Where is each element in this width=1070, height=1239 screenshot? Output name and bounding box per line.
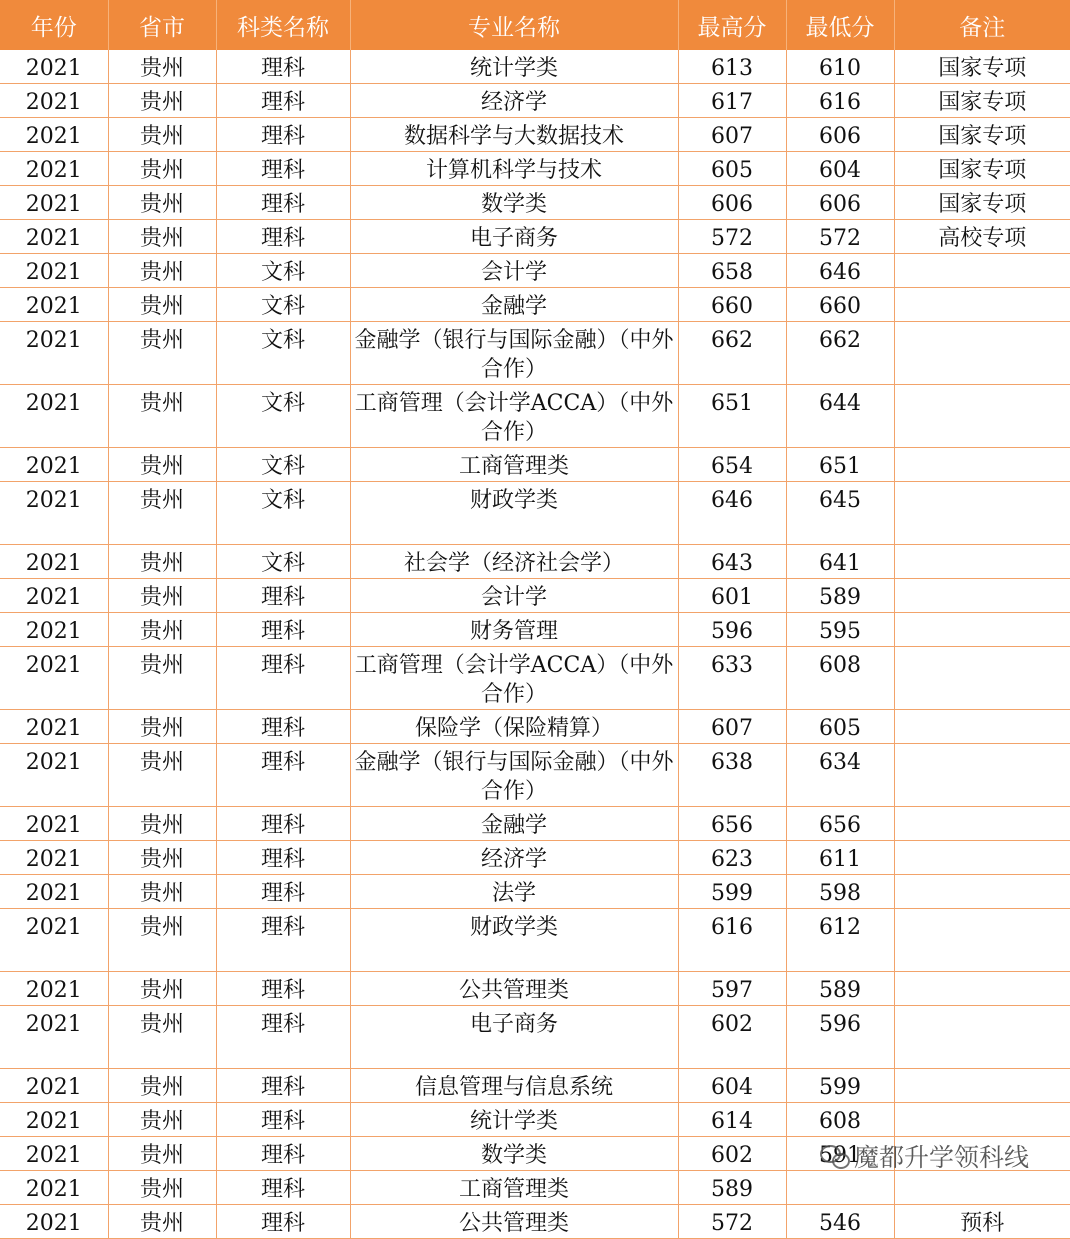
cell-year: 2021 [0, 875, 108, 909]
cell-min-score [786, 1171, 894, 1205]
cell-major: 工商管理类 [350, 448, 678, 482]
cell-province: 贵州 [108, 972, 216, 1006]
cell-max-score: 601 [678, 579, 786, 613]
cell-province: 贵州 [108, 1137, 216, 1171]
table-header [0, 0, 1070, 50]
cell-year: 2021 [0, 1137, 108, 1171]
cell-province: 贵州 [108, 841, 216, 875]
cell-max-score: 638 [678, 744, 786, 807]
table-row [0, 254, 1070, 288]
cell-category: 文科 [216, 482, 350, 545]
cell-major: 会计学 [350, 579, 678, 613]
cell-major: 法学 [350, 875, 678, 909]
table-row [0, 807, 1070, 841]
table-row [0, 579, 1070, 613]
cell-max-score: 662 [678, 322, 786, 385]
header-year: 年份 [0, 0, 108, 50]
cell-note [894, 875, 1070, 909]
cell-year: 2021 [0, 152, 108, 186]
cell-year: 2021 [0, 482, 108, 545]
cell-major: 计算机科学与技术 [350, 152, 678, 186]
table-row [0, 84, 1070, 118]
cell-major: 金融学 [350, 807, 678, 841]
cell-note [894, 254, 1070, 288]
cell-category: 理科 [216, 220, 350, 254]
cell-year: 2021 [0, 1103, 108, 1137]
cell-major: 公共管理类 [350, 972, 678, 1006]
cell-max-score: 606 [678, 186, 786, 220]
cell-max-score: 660 [678, 288, 786, 322]
table-row [0, 744, 1070, 807]
cell-category: 文科 [216, 254, 350, 288]
cell-max-score: 607 [678, 710, 786, 744]
table-row [0, 1171, 1070, 1205]
cell-major: 金融学 [350, 288, 678, 322]
table-body [0, 50, 1070, 1239]
header-major: 专业名称 [350, 0, 678, 50]
cell-province: 贵州 [108, 322, 216, 385]
cell-max-score: 654 [678, 448, 786, 482]
cell-category: 理科 [216, 807, 350, 841]
watermark-text: 魔都升学领科线 [854, 1143, 1030, 1172]
cell-year: 2021 [0, 1205, 108, 1239]
table-row [0, 710, 1070, 744]
cell-year: 2021 [0, 647, 108, 710]
cell-major: 数学类 [350, 1137, 678, 1171]
cell-note: 预科 [894, 1205, 1070, 1239]
cell-max-score: 651 [678, 385, 786, 448]
cell-max-score: 658 [678, 254, 786, 288]
cell-min-score: 608 [786, 1103, 894, 1137]
cell-max-score: 597 [678, 972, 786, 1006]
cell-province: 贵州 [108, 1205, 216, 1239]
table-row [0, 1103, 1070, 1137]
cell-major: 会计学 [350, 254, 678, 288]
cell-year: 2021 [0, 1006, 108, 1069]
table-row [0, 186, 1070, 220]
cell-province: 贵州 [108, 254, 216, 288]
cell-province: 贵州 [108, 1006, 216, 1069]
wechat-icon [820, 1141, 850, 1171]
cell-category: 理科 [216, 1137, 350, 1171]
cell-max-score: 613 [678, 50, 786, 84]
cell-max-score: 589 [678, 1171, 786, 1205]
cell-category: 理科 [216, 1069, 350, 1103]
cell-major: 统计学类 [350, 50, 678, 84]
cell-note: 国家专项 [894, 50, 1070, 84]
cell-category: 理科 [216, 84, 350, 118]
cell-category: 理科 [216, 50, 350, 84]
cell-note [894, 1006, 1070, 1069]
cell-major: 保险学（保险精算） [350, 710, 678, 744]
cell-category: 理科 [216, 152, 350, 186]
cell-province: 贵州 [108, 807, 216, 841]
cell-year: 2021 [0, 1069, 108, 1103]
cell-max-score: 616 [678, 909, 786, 972]
header-province: 省市 [108, 0, 216, 50]
cell-major: 数据科学与大数据技术 [350, 118, 678, 152]
cell-year: 2021 [0, 385, 108, 448]
table-row [0, 972, 1070, 1006]
cell-max-score: 646 [678, 482, 786, 545]
cell-note [894, 1069, 1070, 1103]
cell-year: 2021 [0, 50, 108, 84]
cell-max-score: 596 [678, 613, 786, 647]
cell-major: 公共管理类 [350, 1205, 678, 1239]
cell-note [894, 579, 1070, 613]
cell-major: 电子商务 [350, 1006, 678, 1069]
cell-year: 2021 [0, 84, 108, 118]
cell-note [894, 613, 1070, 647]
cell-category: 理科 [216, 841, 350, 875]
cell-category: 理科 [216, 909, 350, 972]
cell-province: 贵州 [108, 482, 216, 545]
cell-year: 2021 [0, 220, 108, 254]
header-row [0, 0, 1070, 50]
cell-category: 理科 [216, 647, 350, 710]
cell-province: 贵州 [108, 710, 216, 744]
cell-year: 2021 [0, 186, 108, 220]
cell-category: 理科 [216, 1006, 350, 1069]
cell-note [894, 545, 1070, 579]
cell-province: 贵州 [108, 579, 216, 613]
cell-year: 2021 [0, 448, 108, 482]
cell-note [894, 482, 1070, 545]
cell-major: 统计学类 [350, 1103, 678, 1137]
cell-province: 贵州 [108, 545, 216, 579]
cell-note [894, 647, 1070, 710]
cell-province: 贵州 [108, 1103, 216, 1137]
cell-major: 金融学（银行与国际金融）（中外合作） [350, 744, 678, 807]
table-row [0, 1006, 1070, 1069]
table-row [0, 118, 1070, 152]
cell-province: 贵州 [108, 186, 216, 220]
cell-max-score: 572 [678, 1205, 786, 1239]
cell-note [894, 1103, 1070, 1137]
cell-province: 贵州 [108, 1069, 216, 1103]
cell-province: 贵州 [108, 448, 216, 482]
cell-year: 2021 [0, 579, 108, 613]
cell-category: 理科 [216, 118, 350, 152]
cell-year: 2021 [0, 710, 108, 744]
cell-year: 2021 [0, 322, 108, 385]
cell-major: 工商管理类 [350, 1171, 678, 1205]
cell-major: 数学类 [350, 186, 678, 220]
table-row [0, 613, 1070, 647]
cell-province: 贵州 [108, 50, 216, 84]
table-row [0, 448, 1070, 482]
cell-year: 2021 [0, 972, 108, 1006]
cell-min-score: 604 [786, 152, 894, 186]
cell-min-score: 608 [786, 647, 894, 710]
cell-min-score: 662 [786, 322, 894, 385]
cell-major: 工商管理（会计学ACCA）（中外合作） [350, 385, 678, 448]
cell-note [894, 1171, 1070, 1205]
cell-province: 贵州 [108, 84, 216, 118]
cell-min-score: 656 [786, 807, 894, 841]
cell-category: 文科 [216, 545, 350, 579]
cell-note: 国家专项 [894, 84, 1070, 118]
cell-min-score: 612 [786, 909, 894, 972]
cell-min-score: 589 [786, 579, 894, 613]
cell-min-score: 660 [786, 288, 894, 322]
cell-major: 信息管理与信息系统 [350, 1069, 678, 1103]
cell-year: 2021 [0, 254, 108, 288]
cell-min-score: 589 [786, 972, 894, 1006]
table-row [0, 1205, 1070, 1239]
cell-province: 贵州 [108, 875, 216, 909]
table-row [0, 647, 1070, 710]
cell-min-score: 651 [786, 448, 894, 482]
cell-province: 贵州 [108, 613, 216, 647]
cell-category: 理科 [216, 186, 350, 220]
cell-province: 贵州 [108, 744, 216, 807]
table-row [0, 482, 1070, 545]
cell-province: 贵州 [108, 647, 216, 710]
cell-note [894, 288, 1070, 322]
cell-min-score: 634 [786, 744, 894, 807]
cell-max-score: 572 [678, 220, 786, 254]
cell-max-score: 617 [678, 84, 786, 118]
cell-note [894, 322, 1070, 385]
cell-major: 社会学（经济社会学） [350, 545, 678, 579]
cell-min-score: 605 [786, 710, 894, 744]
cell-note [894, 744, 1070, 807]
table-row [0, 322, 1070, 385]
table-row [0, 875, 1070, 909]
cell-min-score: 646 [786, 254, 894, 288]
table-row [0, 385, 1070, 448]
cell-major: 财政学类 [350, 482, 678, 545]
cell-note [894, 448, 1070, 482]
cell-min-score: 572 [786, 220, 894, 254]
cell-major: 经济学 [350, 841, 678, 875]
cell-min-score: 596 [786, 1006, 894, 1069]
table-row [0, 545, 1070, 579]
cell-max-score: 599 [678, 875, 786, 909]
cell-min-score: 641 [786, 545, 894, 579]
cell-category: 理科 [216, 1205, 350, 1239]
cell-max-score: 605 [678, 152, 786, 186]
cell-major: 工商管理（会计学ACCA）（中外合作） [350, 647, 678, 710]
cell-note: 国家专项 [894, 152, 1070, 186]
cell-year: 2021 [0, 613, 108, 647]
cell-note [894, 807, 1070, 841]
cell-year: 2021 [0, 118, 108, 152]
header-note: 备注 [894, 0, 1070, 50]
cell-max-score: 604 [678, 1069, 786, 1103]
cell-year: 2021 [0, 1171, 108, 1205]
cell-year: 2021 [0, 841, 108, 875]
cell-note: 国家专项 [894, 118, 1070, 152]
cell-category: 文科 [216, 322, 350, 385]
header-min-score: 最低分 [786, 0, 894, 50]
table-row [0, 152, 1070, 186]
cell-province: 贵州 [108, 118, 216, 152]
cell-category: 文科 [216, 385, 350, 448]
cell-province: 贵州 [108, 1171, 216, 1205]
table-row [0, 50, 1070, 84]
cell-category: 文科 [216, 288, 350, 322]
cell-min-score: 606 [786, 118, 894, 152]
cell-year: 2021 [0, 807, 108, 841]
table-row [0, 288, 1070, 322]
cell-province: 贵州 [108, 288, 216, 322]
cell-note: 国家专项 [894, 186, 1070, 220]
cell-category: 理科 [216, 579, 350, 613]
header-max-score: 最高分 [678, 0, 786, 50]
cell-min-score: 598 [786, 875, 894, 909]
cell-min-score: 599 [786, 1069, 894, 1103]
cell-category: 理科 [216, 1171, 350, 1205]
cell-major: 财政学类 [350, 909, 678, 972]
cell-min-score: 546 [786, 1205, 894, 1239]
cell-province: 贵州 [108, 909, 216, 972]
cell-min-score: 645 [786, 482, 894, 545]
cell-note [894, 909, 1070, 972]
cell-category: 理科 [216, 1103, 350, 1137]
cell-max-score: 614 [678, 1103, 786, 1137]
table-row [0, 909, 1070, 972]
cell-min-score: 595 [786, 613, 894, 647]
cell-note [894, 841, 1070, 875]
cell-major: 财务管理 [350, 613, 678, 647]
cell-min-score: 611 [786, 841, 894, 875]
cell-year: 2021 [0, 288, 108, 322]
cell-category: 文科 [216, 448, 350, 482]
header-category: 科类名称 [216, 0, 350, 50]
cell-min-score: 616 [786, 84, 894, 118]
cell-category: 理科 [216, 972, 350, 1006]
cell-note: 高校专项 [894, 220, 1070, 254]
cell-note [894, 385, 1070, 448]
cell-major: 电子商务 [350, 220, 678, 254]
cell-min-score: 591 [786, 1137, 894, 1171]
cell-major: 金融学（银行与国际金融）（中外合作） [350, 322, 678, 385]
cell-category: 理科 [216, 613, 350, 647]
cell-max-score: 656 [678, 807, 786, 841]
cell-major: 经济学 [350, 84, 678, 118]
cell-min-score: 610 [786, 50, 894, 84]
cell-max-score: 633 [678, 647, 786, 710]
cell-province: 贵州 [108, 152, 216, 186]
table-row [0, 1069, 1070, 1103]
cell-max-score: 623 [678, 841, 786, 875]
cell-year: 2021 [0, 545, 108, 579]
cell-note [894, 710, 1070, 744]
cell-year: 2021 [0, 909, 108, 972]
cell-year: 2021 [0, 744, 108, 807]
cell-note [894, 972, 1070, 1006]
watermark [820, 1138, 1029, 1174]
cell-category: 理科 [216, 710, 350, 744]
cell-max-score: 643 [678, 545, 786, 579]
cell-province: 贵州 [108, 220, 216, 254]
cell-category: 理科 [216, 875, 350, 909]
cell-min-score: 644 [786, 385, 894, 448]
cell-max-score: 602 [678, 1006, 786, 1069]
cell-min-score: 606 [786, 186, 894, 220]
cell-province: 贵州 [108, 385, 216, 448]
cell-max-score: 607 [678, 118, 786, 152]
cell-category: 理科 [216, 744, 350, 807]
table-row [0, 841, 1070, 875]
table-row [0, 220, 1070, 254]
cell-max-score: 602 [678, 1137, 786, 1171]
